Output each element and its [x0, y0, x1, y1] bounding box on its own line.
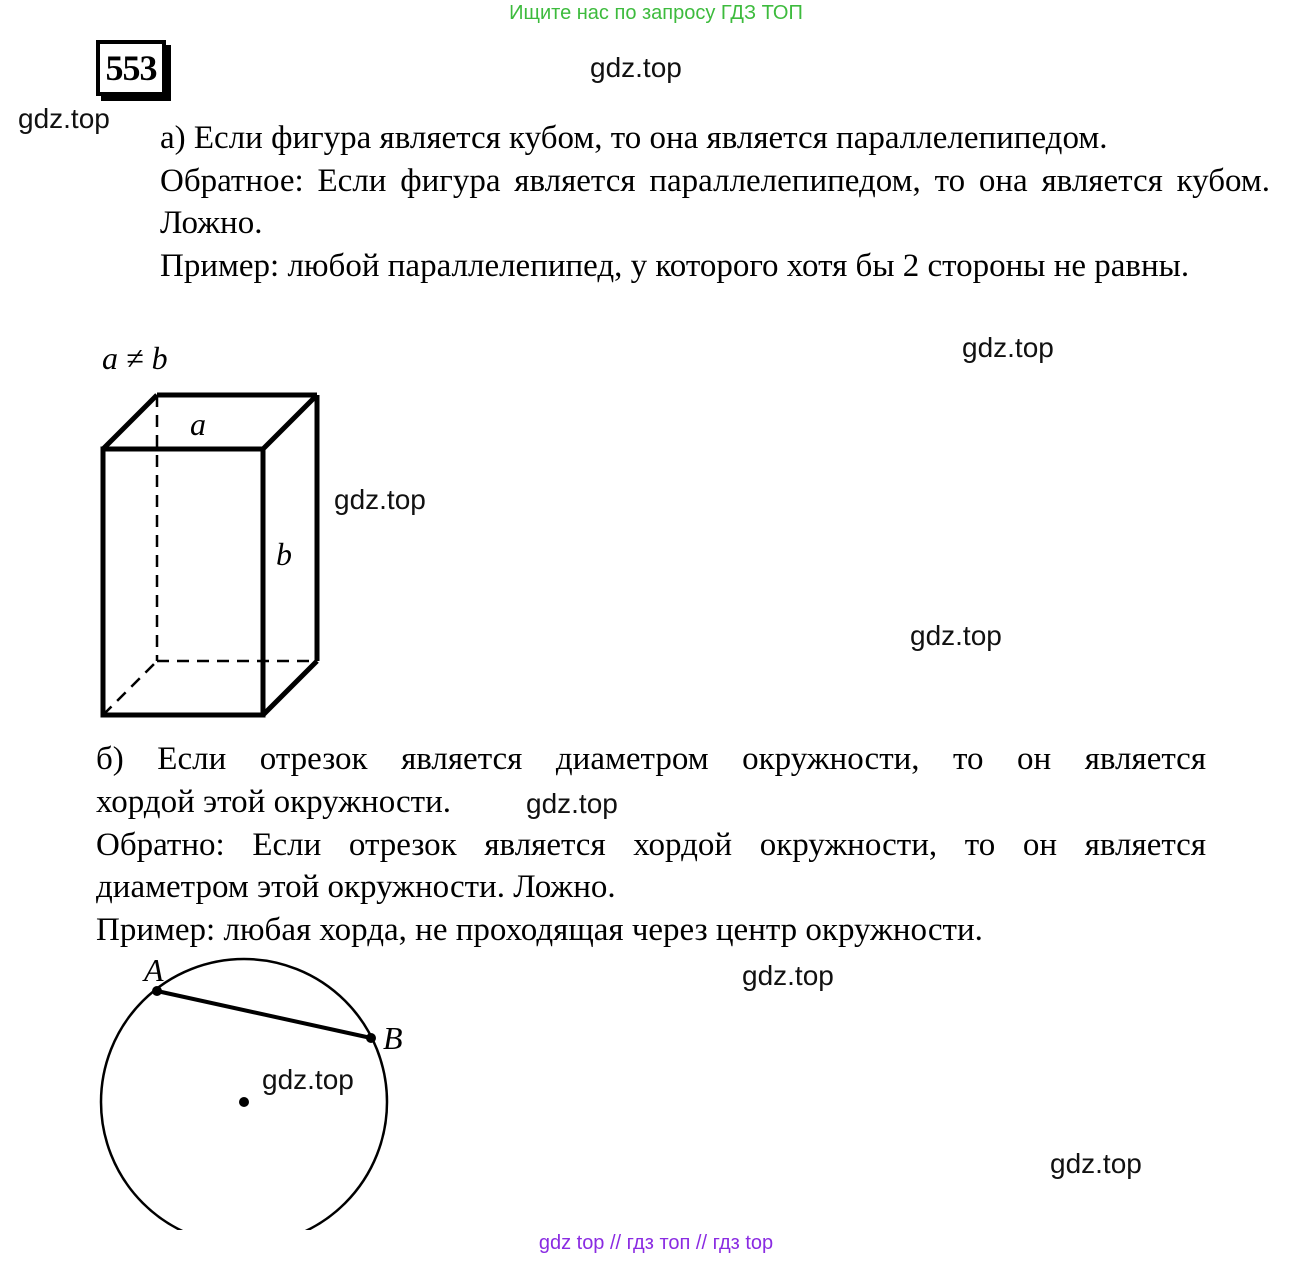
watermark: gdz.top [526, 788, 618, 819]
problem-number: 553 [96, 40, 166, 96]
watermark: gdz.top [1050, 1148, 1142, 1179]
part-a-converse: Обратное: Если фигура является параллелепипедом, то она является кубом. Ложно. [160, 163, 1270, 241]
watermark: gdz.top [590, 52, 682, 83]
top-banner[interactable]: Ищите нас по запросу ГДЗ ТОП [509, 2, 803, 24]
condition-a-neq-b: a ≠ b [102, 340, 168, 376]
chord-ab [157, 991, 371, 1038]
part-a-statement: а) Если фигура является кубом, то она является параллелепипедом. [160, 120, 1108, 156]
watermark: gdz.top [334, 484, 426, 515]
label-point-b: B [383, 1020, 403, 1056]
watermark: gdz.top [262, 1064, 354, 1095]
part-b-converse: Обратно: Если отрезок является хордой окружности, то он является диаметром этой окружности. Ложно. [96, 827, 1206, 905]
label-a: a [190, 406, 206, 442]
watermark: gdz.top [18, 103, 110, 134]
label-point-a: A [144, 952, 164, 988]
part-b-statement-line1: б) Если отрезок является диаметром окружности, то он является [96, 741, 1206, 777]
watermark: gdz.top [742, 960, 834, 991]
watermark: gdz.top [910, 620, 1002, 651]
footer-links[interactable]: gdz top // гдз топ // гдз top [538, 1232, 774, 1254]
point-b [366, 1033, 376, 1043]
circle-center [239, 1097, 249, 1107]
part-a-example: Пример: любой параллелепипед, у которого хотя бы 2 стороны не равны. [160, 248, 1190, 284]
part-b-example: Пример: любая хорда, не проходящая через центр окружности. [96, 912, 983, 948]
part-b-statement-line2: хордой этой окружности. [96, 784, 451, 820]
watermark: gdz.top [962, 332, 1054, 363]
label-b: b [276, 536, 292, 572]
